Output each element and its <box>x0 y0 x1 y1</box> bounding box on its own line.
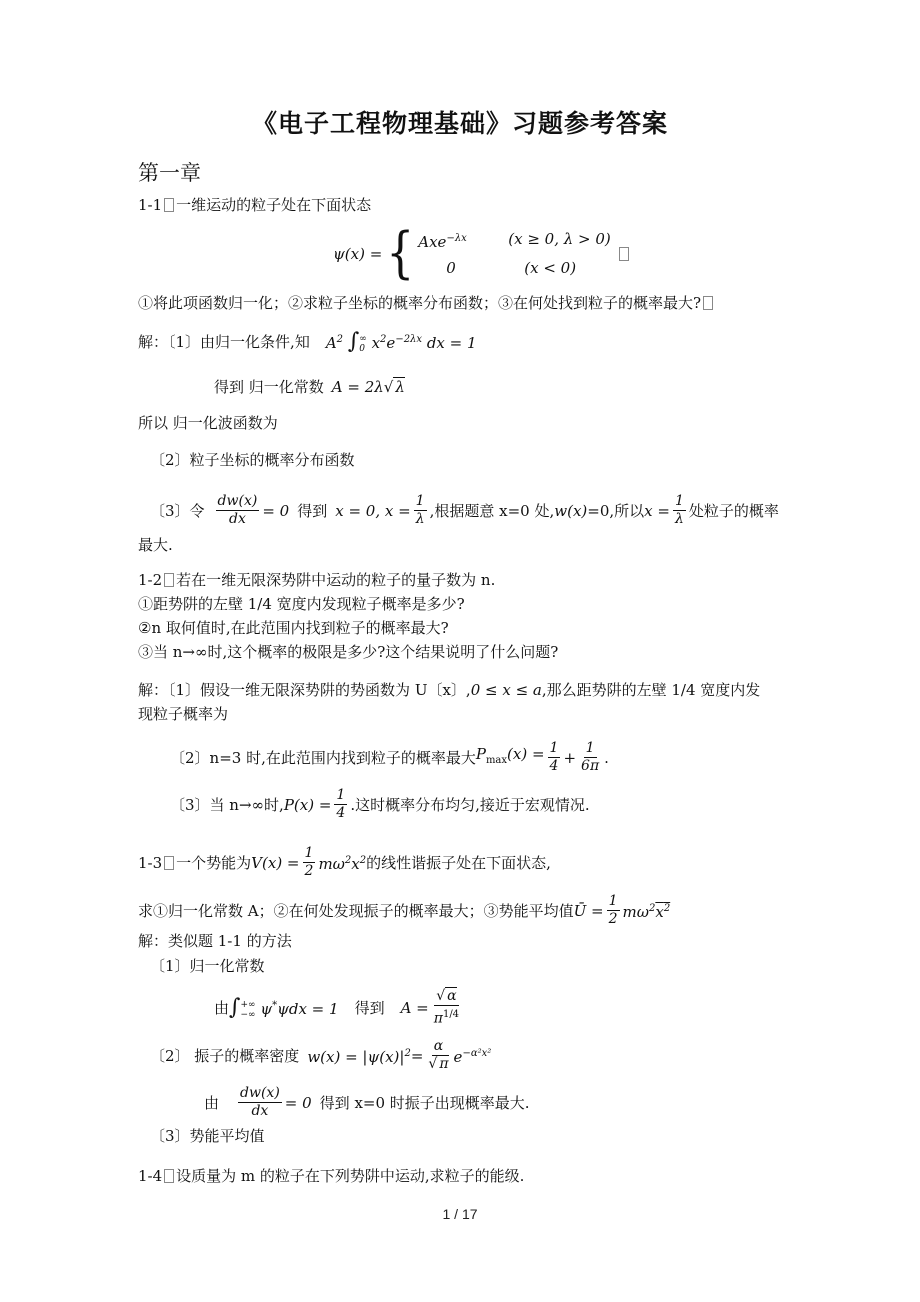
denominator: 4 <box>549 758 559 774</box>
eq-part: ψdx = 1 <box>277 999 339 1018</box>
solution-1-3-normalization <box>214 988 464 1028</box>
reciprocal-fraction <box>673 493 686 528</box>
result-text: 得到 归一化常数 <box>214 378 324 396</box>
eq-part: w(x) = |ψ(x)| <box>307 1048 405 1066</box>
fraction <box>579 740 601 775</box>
brace-icon: { <box>386 221 415 285</box>
solution-text: 解：〔1〕由归一化条件,知 <box>138 333 310 351</box>
numerator: dw(x) <box>217 493 258 509</box>
eq-exponent: −2λx <box>395 334 423 345</box>
problem-1-4-prompt <box>138 1166 524 1186</box>
eq-part: (x) = <box>507 745 545 763</box>
eq-exponent: 2 <box>648 903 656 914</box>
fraction <box>426 1038 450 1073</box>
eq-part: dx = 1 <box>426 334 477 352</box>
eq-exponent: 2 <box>336 334 344 345</box>
integral-limits <box>359 334 367 354</box>
text-part: 得到 <box>297 501 328 520</box>
solution-1-1-step2: 〔2〕粒子坐标的概率分布函数 <box>150 451 355 469</box>
reciprocal-fraction <box>414 493 427 528</box>
text-part: 〔3〕当 n→∞时, <box>170 795 284 814</box>
numerator: α <box>433 1038 444 1054</box>
normalization-equation <box>326 330 477 354</box>
text-part: =0,所以 <box>587 501 645 520</box>
problem-1-3-questions <box>138 893 670 928</box>
denominator <box>426 1056 450 1073</box>
eq-exponent: 2 <box>404 1048 411 1059</box>
lower-limit: 0 <box>359 344 366 354</box>
denominator: 2 <box>608 911 618 927</box>
solution-1-1-last: 最大. <box>138 536 173 554</box>
eq-part: x = 0, x = <box>335 501 411 520</box>
psi-lhs: ψ(x) = <box>333 244 383 263</box>
eq-part: Ū = <box>573 901 604 920</box>
solution-1-1-wave: 所以 归一化波函数为 <box>138 414 278 432</box>
problem-1-1-questions <box>138 293 715 313</box>
solution-1-3-step2 <box>150 1038 491 1073</box>
case-condition: (x < 0) <box>524 259 577 277</box>
eq-part: x <box>351 855 360 873</box>
sqrt-radicand: λ <box>395 378 405 396</box>
solution-1-3-step1: 〔1〕归一化常数 <box>150 957 265 975</box>
eq-part <box>476 744 545 771</box>
problem-number: 1-1 <box>138 196 163 214</box>
eq-part: mω <box>622 903 649 921</box>
problem-1-2-prompt <box>138 570 495 590</box>
sqrt-icon: √ <box>383 378 394 396</box>
text-part: 得到 x=0 时振子出现概率最大. <box>319 1093 530 1112</box>
eq-part: x = <box>644 501 670 520</box>
fraction <box>432 988 461 1028</box>
derivative-fraction <box>216 493 260 528</box>
fraction <box>303 845 316 880</box>
numerator: 1 <box>674 493 684 509</box>
problem-text: 设质量为 m 的粒子在下列势阱中运动,求粒子的能级. <box>176 1167 525 1185</box>
eq-part: A <box>325 334 337 352</box>
fraction <box>548 740 561 775</box>
eq-part: = <box>410 1046 424 1065</box>
placeholder-box-icon <box>164 573 174 587</box>
sqrt-radicand: π <box>439 1056 449 1072</box>
question-2: ②n 取何值时,在此范围内找到粒子的概率最大? <box>138 619 449 637</box>
denominator: 2 <box>304 863 314 879</box>
eq-part: π <box>433 1010 443 1027</box>
sqrt-icon: √ <box>428 1056 438 1072</box>
eq-exponent: 1/4 <box>442 1009 460 1020</box>
eq-part: 0 ≤ x ≤ a <box>470 681 542 699</box>
integral-sign: ∫ <box>347 329 360 354</box>
problem-1-1-prompt <box>138 195 371 215</box>
problem-text: 若在一维无限深势阱中运动的粒子的量子数为 n. <box>176 571 496 589</box>
placeholder-box-icon <box>703 296 713 310</box>
eq-part: P <box>475 745 486 763</box>
eq-subscript: max <box>485 755 508 766</box>
sqrt-icon: √ <box>436 988 446 1004</box>
numerator: 1 <box>549 740 559 756</box>
numerator: dw(x) <box>240 1085 280 1101</box>
eq-exponent: 2 <box>359 855 367 866</box>
numerator <box>434 988 458 1006</box>
fraction <box>334 787 347 822</box>
text-part: 解：〔1〕假设一维无限深势阱的势函数为 U〔x〕, <box>138 681 471 699</box>
eq-part: x <box>371 334 381 352</box>
text-part: 由 <box>214 998 230 1017</box>
eq-part: = 0 <box>284 1093 312 1112</box>
solution-1-3-step3: 〔3〕势能平均值 <box>150 1127 265 1145</box>
problem-number: 1-3 <box>138 853 163 872</box>
text-part: ,根据题意 x=0 处, <box>429 501 555 520</box>
integral-limits <box>240 1000 255 1020</box>
problem-number: 1-4 <box>138 1167 163 1185</box>
document-title: 《电子工程物理基础》习题参考答案 <box>251 109 668 138</box>
denominator <box>432 1006 461 1028</box>
eq-part: ψ <box>260 999 273 1018</box>
upper-limit: +∞ <box>240 999 256 1010</box>
eq-exponent: * <box>272 999 278 1011</box>
text-part: 〔2〕 振子的概率密度 <box>150 1046 300 1065</box>
text-part: 得到 <box>354 998 385 1017</box>
solution-1-2-step2 <box>170 740 609 775</box>
eq-exponent: −α²x² <box>462 1048 492 1059</box>
numerator: 1 <box>608 893 618 909</box>
case-row <box>418 226 611 255</box>
eq-part: A = 2λ <box>331 378 384 396</box>
eq-part: x <box>655 903 664 921</box>
piecewise-equation <box>333 221 631 285</box>
solution-1-1-result <box>214 377 405 397</box>
fraction <box>607 893 620 928</box>
step-label: 〔3〕令 <box>150 501 205 520</box>
problem-text: 一维运动的粒子处在下面状态 <box>176 196 372 214</box>
text-part: 一个势能为 <box>176 853 252 872</box>
eq-exponent: 2 <box>380 334 387 345</box>
question-1: ①距势阱的左壁 1/4 宽度内发现粒子概率是多少? <box>138 595 465 613</box>
numerator: 1 <box>415 493 425 509</box>
eq-part <box>307 1044 411 1067</box>
case-row <box>418 255 611 281</box>
placeholder-box-icon <box>619 247 629 261</box>
solution-1-3-intro: 解：类似题 1-1 的方法 <box>138 932 292 950</box>
problem-number: 1-2 <box>138 571 163 589</box>
numerator: 1 <box>585 740 595 756</box>
normalization-integral <box>229 996 339 1020</box>
eq-part: e <box>386 334 396 352</box>
solution-1-1-step3 <box>150 493 779 528</box>
text-part: .这时概率分布均匀,接近于宏观情况. <box>350 795 590 814</box>
sqrt-radicand: α <box>447 988 457 1004</box>
case-expression: Axe <box>418 233 447 251</box>
chapter-heading: 第一章 <box>138 161 201 185</box>
text-part: 的线性谐振子处在下面状态, <box>366 853 551 872</box>
placeholder-box-icon <box>164 1169 174 1183</box>
eq-part: = 0 <box>262 501 290 520</box>
numerator: 1 <box>304 845 314 861</box>
eq-part <box>318 851 366 874</box>
eq-exponent: 2 <box>663 903 671 914</box>
normalization-constant <box>332 377 405 397</box>
integral-sign: ∫ <box>229 994 241 1020</box>
solution-1-2-step3 <box>170 787 590 822</box>
eq-part: V(x) = <box>251 853 300 872</box>
questions-text: ①将此项函数归一化；②求粒子坐标的概率分布函数；③在何处找到粒子的概率最大? <box>138 294 702 312</box>
question-3: ③当 n→∞时,这个概率的极限是多少?这个结果说明了什么问题? <box>138 643 559 661</box>
denominator: 4 <box>336 805 346 821</box>
eq-part: mω <box>318 855 345 873</box>
text-part: 处粒子的概率 <box>688 501 779 520</box>
denominator: dx <box>251 1103 269 1119</box>
text-part: ,那么距势阱的左壁 1/4 宽度内发 <box>541 681 761 699</box>
numerator: 1 <box>336 787 346 803</box>
solution-1-3-maximum <box>204 1085 530 1120</box>
page-number: 1 / 17 <box>442 1206 478 1222</box>
case-expression: 0 <box>446 259 456 277</box>
placeholder-box-icon <box>164 856 174 870</box>
denominator: dx <box>229 511 246 527</box>
lower-limit: −∞ <box>240 1009 256 1020</box>
upper-limit: ∞ <box>359 334 367 344</box>
denominator: 6π <box>581 758 600 774</box>
case-exponent: −λx <box>446 233 467 244</box>
eq-part <box>454 1044 492 1067</box>
denominator: λ <box>674 511 684 527</box>
piecewise-cases <box>418 226 611 281</box>
text-part: 由 <box>204 1093 220 1112</box>
eq-part <box>623 899 671 922</box>
eq-exponent: 2 <box>344 855 352 866</box>
placeholder-box-icon <box>164 198 174 212</box>
text-part: 求①归一化常数 A；②在何处发现振子的概率最大；③势能平均值 <box>138 901 574 920</box>
denominator: λ <box>415 511 425 527</box>
text-part: . <box>604 748 609 767</box>
eq-part: w(x) <box>554 501 588 520</box>
problem-1-3-prompt <box>138 845 551 880</box>
eq-part: + <box>563 748 577 767</box>
solution-1-1-step1 <box>138 330 477 354</box>
solution-1-2-step1 <box>138 680 760 700</box>
eq-part <box>655 903 670 921</box>
eq-part: e <box>453 1048 463 1066</box>
case-condition: (x ≥ 0, λ > 0) <box>508 230 611 248</box>
eq-part: A = <box>400 998 429 1017</box>
derivative-fraction <box>238 1085 282 1120</box>
text-part: 〔2〕n=3 时,在此范围内找到粒子的概率最大 <box>170 748 476 767</box>
solution-1-2-step1-cont: 现粒子概率为 <box>138 705 229 723</box>
eq-part: P(x) = <box>283 795 332 814</box>
